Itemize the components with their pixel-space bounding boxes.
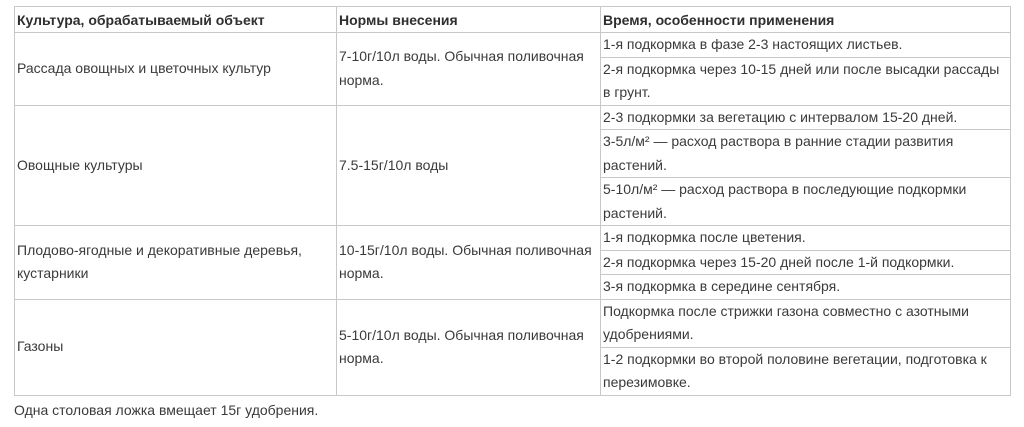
cell-culture: Рассада овощных и цветочных культур: [15, 33, 337, 106]
header-time: Время, особенности применения: [601, 7, 1011, 33]
table-header-row: [15, 7, 1011, 33]
cell-time: 2-я подкормка через 15-20 дней после 1-й подкормки.: [601, 250, 1011, 275]
header-norms: Нормы внесения: [337, 7, 601, 33]
cell-time: 3-я подкормка в середине сентября.: [601, 275, 1011, 300]
fertilizer-table-container: [14, 6, 1010, 418]
cell-norm: 10-15г/10л воды. Обычная поливочная норма.: [337, 226, 601, 300]
table-row: [15, 105, 1011, 130]
cell-norm: 5-10г/10л воды. Обычная поливочная норма.: [337, 299, 601, 395]
fertilizer-table: [14, 6, 1011, 396]
cell-norm: 7-10г/10л воды. Обычная поливочная норма.: [337, 33, 601, 106]
footnote: Одна столовая ложка вмещает 15г удобрения.: [14, 401, 319, 418]
cell-time: 1-2 подкормки во второй половине вегетации, подготовка к перезимовке.: [601, 347, 1011, 395]
cell-culture: Газоны: [15, 299, 337, 395]
cell-norm: 7.5-15г/10л воды: [337, 105, 601, 226]
cell-time: 1-я подкормка после цветения.: [601, 226, 1011, 251]
header-culture: Культура, обрабатываемый объект: [15, 7, 337, 33]
cell-time: 3-5л/м² — расход раствора в ранние стадии развития растений.: [601, 130, 1011, 178]
cell-time: 5-10л/м² — расход раствора в последующие подкормки растений.: [601, 178, 1011, 226]
cell-culture: Овощные культуры: [15, 105, 337, 226]
cell-time: 2-3 подкормки за вегетацию с интервалом 15-20 дней.: [601, 105, 1011, 130]
cell-time: Подкормка после стрижки газона совместно с азотными удобрениями.: [601, 299, 1011, 347]
table-row: [15, 299, 1011, 347]
table-row: [15, 226, 1011, 251]
cell-time: 1-я подкормка в фазе 2-3 настоящих листьев.: [601, 33, 1011, 58]
cell-culture: Плодово-ягодные и декоративные деревья, кустарники: [15, 226, 337, 300]
table-row: [15, 33, 1011, 58]
cell-time: 2-я подкормка через 10-15 дней или после высадки рассады в грунт.: [601, 57, 1011, 105]
